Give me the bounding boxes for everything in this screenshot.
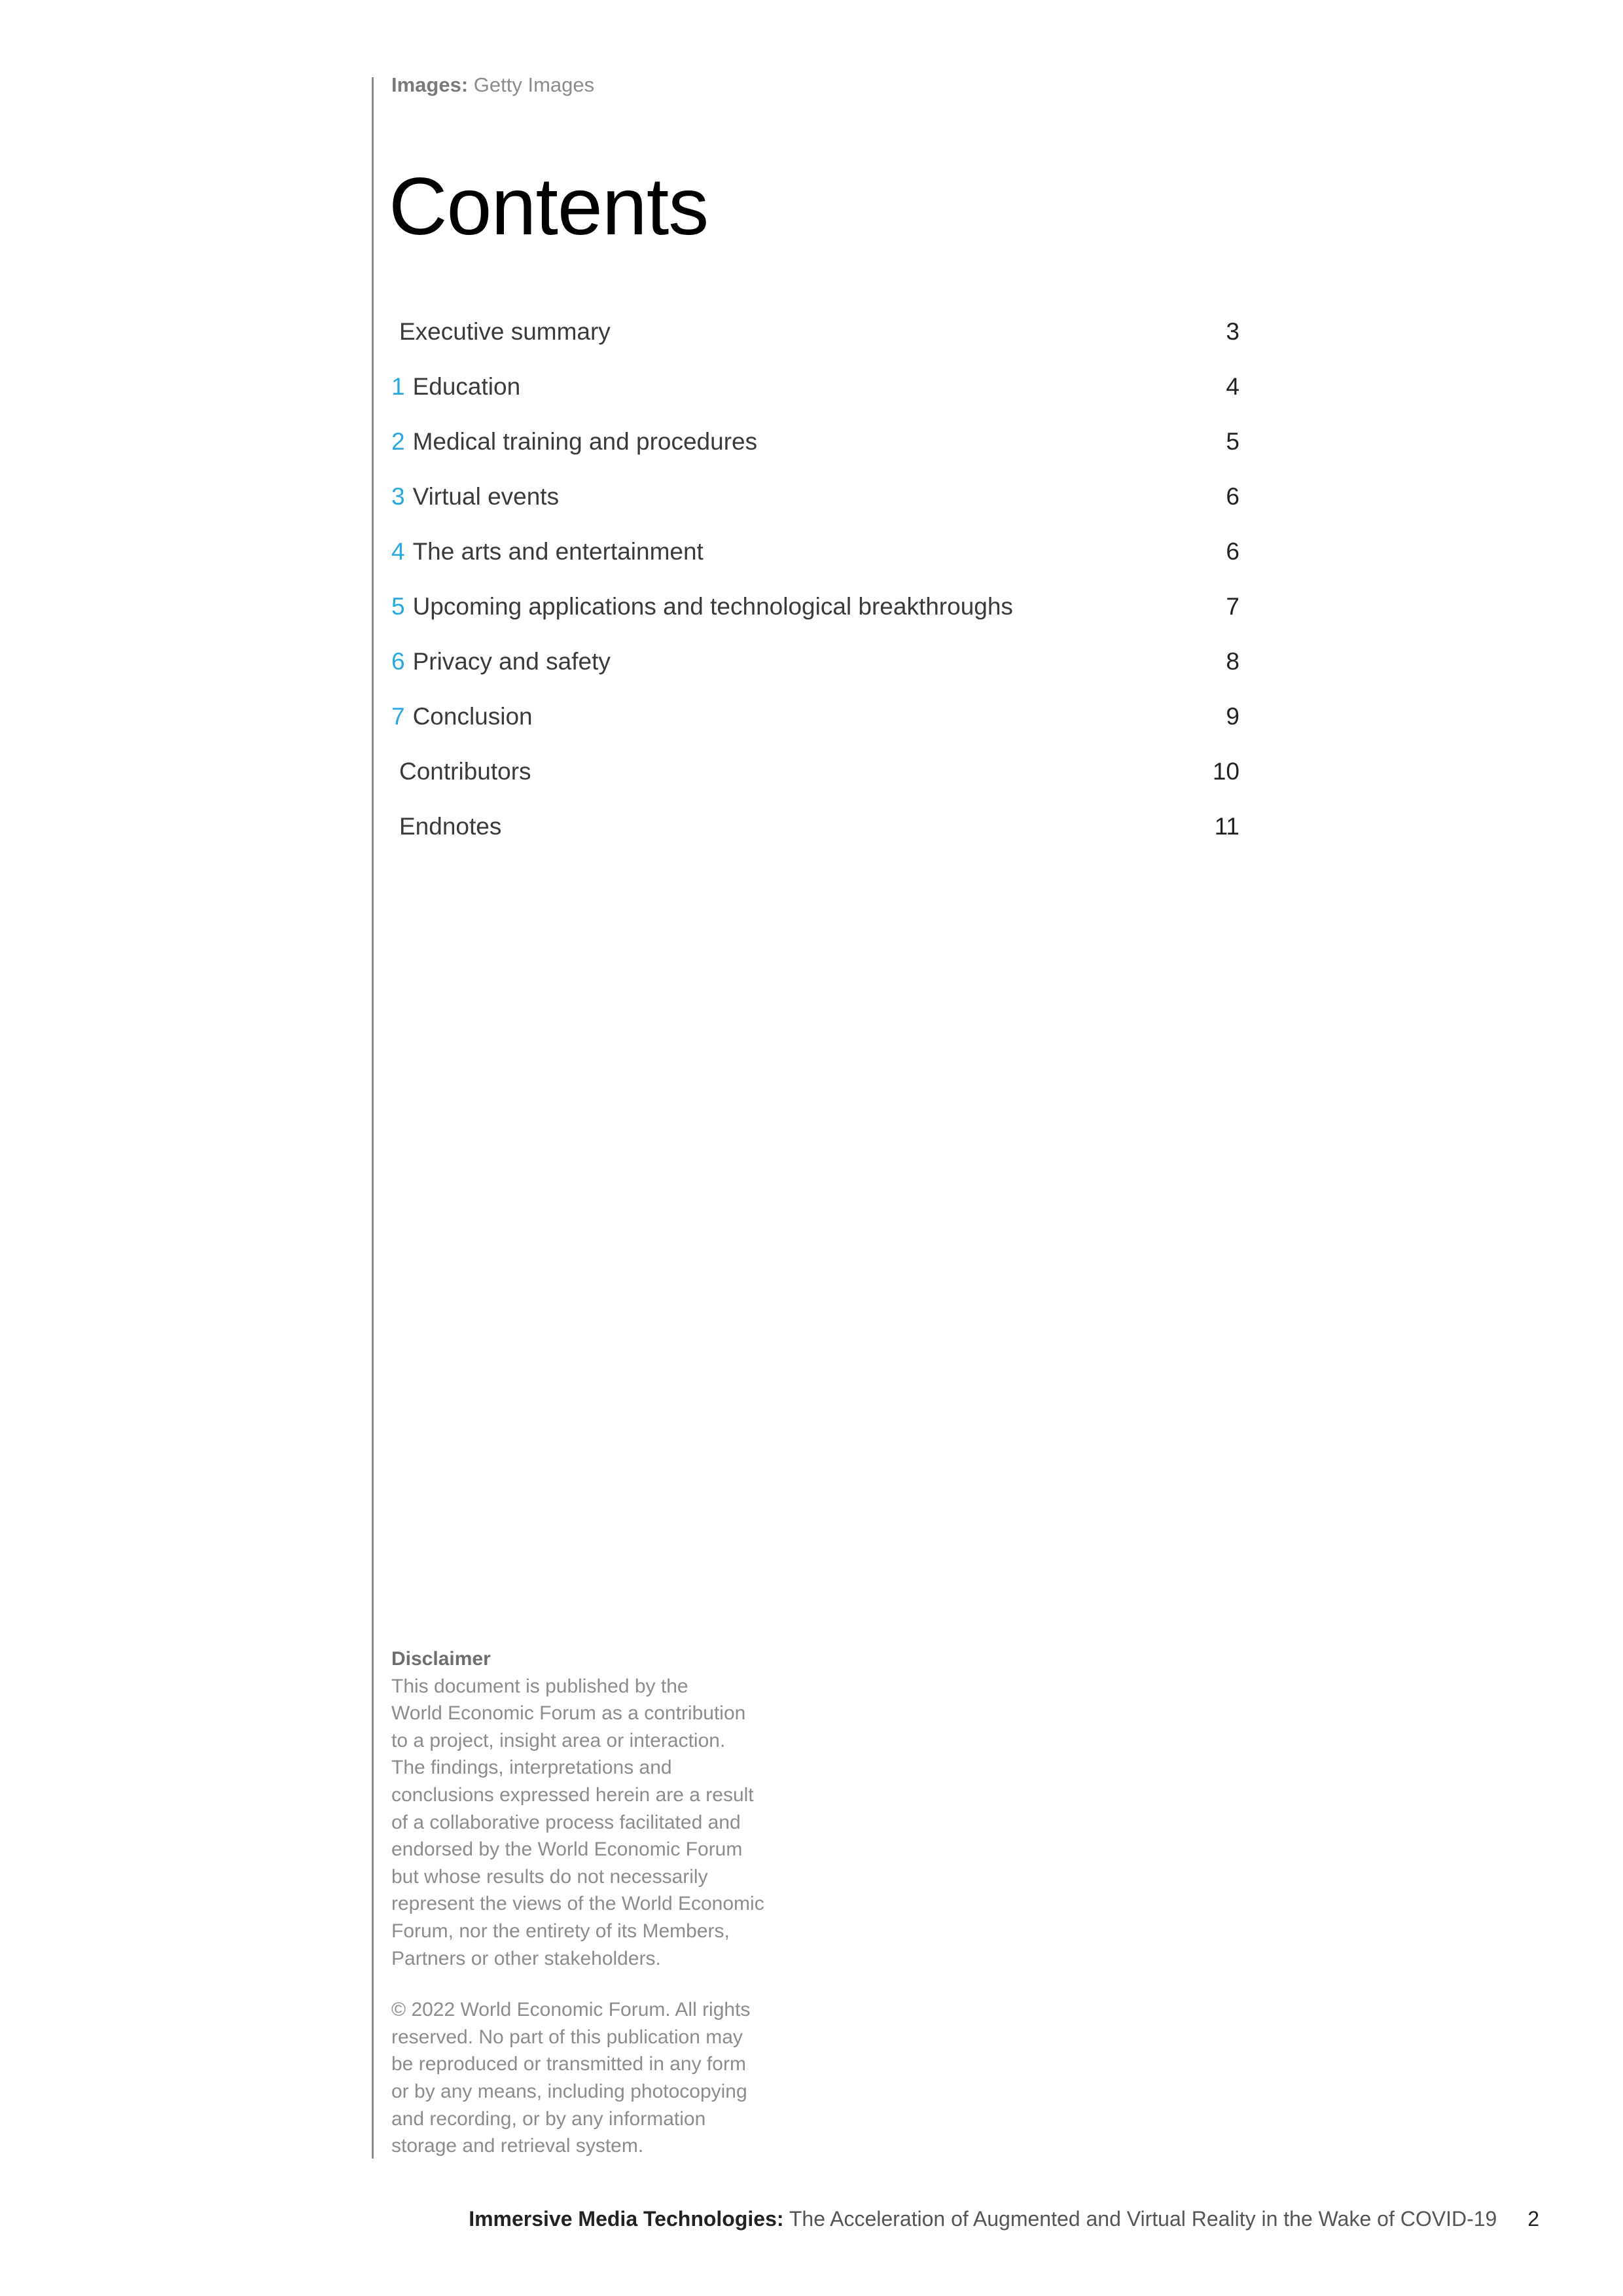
table-of-contents bbox=[391, 318, 1240, 868]
disclaimer-line: of a collaborative process facilitated and bbox=[391, 1811, 741, 1833]
toc-item-number: 7 bbox=[391, 703, 405, 730]
toc-item[interactable] bbox=[391, 813, 1240, 868]
image-credit-label: Images: bbox=[391, 73, 469, 96]
toc-item-page: 11 bbox=[1214, 813, 1240, 840]
toc-item[interactable] bbox=[391, 538, 1240, 593]
copyright-line: storage and retrieval system. bbox=[391, 2135, 644, 2157]
disclaimer-heading: Disclaimer bbox=[391, 1648, 491, 1670]
toc-item-page: 5 bbox=[1226, 428, 1240, 455]
disclaimer-line: Forum, nor the entirety of its Members, bbox=[391, 1920, 730, 1942]
copyright-line: © 2022 World Economic Forum. All rights bbox=[391, 1999, 751, 2021]
copyright-line: or by any means, including photocopying bbox=[391, 2080, 747, 2102]
toc-item-number: 5 bbox=[391, 593, 405, 620]
toc-item-label: The arts and entertainment bbox=[412, 538, 704, 565]
copyright-line: and recording, or by any information bbox=[391, 2108, 706, 2130]
paragraph-gap bbox=[391, 1972, 784, 1996]
toc-item-page: 10 bbox=[1212, 758, 1240, 785]
copyright-line: reserved. No part of this publication may bbox=[391, 2026, 743, 2048]
toc-item-page: 9 bbox=[1226, 703, 1240, 730]
toc-item-label: Endnotes bbox=[399, 813, 502, 840]
disclaimer-line: to a project, insight area or interaction. bbox=[391, 1729, 726, 1751]
toc-item-page: 8 bbox=[1226, 648, 1240, 675]
page-title: Contents bbox=[389, 162, 709, 252]
toc-item-page: 4 bbox=[1226, 373, 1240, 400]
page-footer bbox=[469, 2207, 1539, 2231]
toc-item[interactable] bbox=[391, 703, 1240, 758]
toc-item[interactable] bbox=[391, 373, 1240, 428]
toc-item-number: 6 bbox=[391, 648, 405, 675]
toc-item[interactable] bbox=[391, 483, 1240, 538]
toc-item-number: 4 bbox=[391, 538, 405, 565]
toc-item-label: Privacy and safety bbox=[412, 648, 611, 675]
toc-item-page: 6 bbox=[1226, 538, 1240, 565]
footer-report-subtitle: The Acceleration of Augmented and Virtual Reality in the Wake of COVID-19 bbox=[789, 2207, 1497, 2231]
toc-item[interactable] bbox=[391, 648, 1240, 703]
toc-item-label: Medical training and procedures bbox=[412, 428, 758, 455]
left-margin-rule bbox=[372, 77, 374, 2159]
page-number: 2 bbox=[1527, 2207, 1539, 2231]
toc-item-number: 3 bbox=[391, 483, 405, 510]
toc-item-label: Upcoming applications and technological breakthroughs bbox=[412, 593, 1013, 620]
footer-report-title: Immersive Media Technologies: bbox=[469, 2207, 784, 2231]
disclaimer-line: The findings, interpretations and bbox=[391, 1757, 672, 1779]
image-credit bbox=[391, 73, 594, 97]
toc-item-label: Conclusion bbox=[412, 703, 533, 730]
disclaimer-line: World Economic Forum as a contribution bbox=[391, 1702, 746, 1725]
copyright-line: be reproduced or transmitted in any form bbox=[391, 2053, 746, 2075]
disclaimer-line: Partners or other stakeholders. bbox=[391, 1947, 661, 1969]
disclaimer-line: This document is published by the bbox=[391, 1675, 688, 1697]
toc-item-label: Contributors bbox=[399, 758, 531, 785]
toc-item-number: 2 bbox=[391, 428, 405, 455]
toc-item[interactable] bbox=[391, 593, 1240, 648]
toc-item-page: 3 bbox=[1226, 318, 1240, 345]
toc-item-number: 1 bbox=[391, 373, 405, 400]
toc-item-label: Education bbox=[412, 373, 521, 400]
disclaimer-line: represent the views of the World Economic bbox=[391, 1893, 764, 1915]
toc-item-page: 6 bbox=[1226, 483, 1240, 510]
toc-item-label: Virtual events bbox=[412, 483, 560, 510]
disclaimer bbox=[391, 1645, 784, 2160]
disclaimer-line: endorsed by the World Economic Forum bbox=[391, 1839, 743, 1861]
toc-item[interactable] bbox=[391, 758, 1240, 813]
image-credit-value: Getty Images bbox=[473, 73, 595, 96]
disclaimer-line: conclusions expressed herein are a result bbox=[391, 1784, 754, 1806]
disclaimer-line: but whose results do not necessarily bbox=[391, 1865, 708, 1888]
toc-item-page: 7 bbox=[1226, 593, 1240, 620]
toc-item[interactable] bbox=[391, 318, 1240, 373]
toc-item-label: Executive summary bbox=[399, 318, 611, 345]
toc-item[interactable] bbox=[391, 428, 1240, 483]
